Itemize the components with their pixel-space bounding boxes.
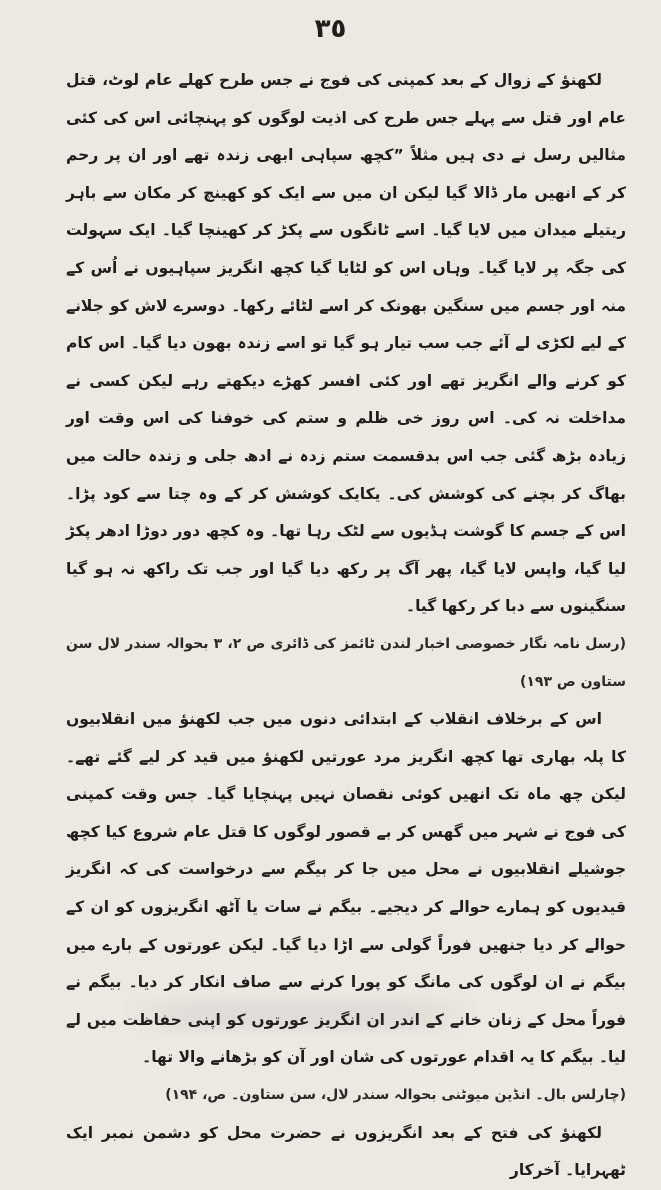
- show-through-shadow: [120, 1000, 480, 1030]
- page-number: ٣٥: [314, 14, 347, 44]
- footnote-2: (چارلس بال۔ انڈین میوٹنی بحوالہ سندر لال، سن ستاون۔ ص، ۱۹۴): [165, 1087, 626, 1104]
- paragraph-2: اس کے برخلاف انقلاب کے ابتدائی دنوں میں جب لکھنؤ میں انقلابیوں کا پلہ بھاری تھا کچھ انگریز مرد عورتیں لکھنؤ میں قید کر لیے گئے تھے۔ لیکن چھ ماہ تک انھیں کوئی نقصان نہیں پہنچایا گیا۔ جس وقت کمپنی کی فوج نے شہر میں گھس کر بے قصور لوگوں کا قتل عام شروع کیا کچھ جوشیلے انقلابیوں نے محل میں جا کر بیگم سے درخواست کی کہ انگریز قیدیوں کو ہمارے حوالے کر دیجیے۔ بیگم نے سات یا آٹھ انگریزوں کو ان کے حوالے کر دیا جنھیں فوراً گولی سے اڑا دیا گیا۔ لیکن عورتوں کے بارے میں بیگم نے ان لوگوں کی مانگ کو پورا کرنے سے صاف انکار کر دیا۔ بیگم نے فوراً محل کے زنان خانے کے اندر ان انگریز عورتوں کو اپنی حفاظت میں لے لیا۔ بیگم کا یہ اقدام عورتوں کی شان اور آن کو بڑھانے والا تھا۔: [66, 710, 626, 1067]
- paragraph-3: لکھنؤ کی فتح کے بعد انگریزوں نے حضرت محل کو دشمن نمبر ایک ٹھہرایا۔ آخرکار: [66, 1123, 626, 1180]
- paragraph-1: لکھنؤ کے زوال کے بعد کمپنی کی فوج نے جس طرح کھلے عام لوٹ، قتل عام اور قتل سے پہلے جس طرح کی اذیت لوگوں کو پہنچائی اس کی کئی مثالیں رسل نے دی ہیں مثلاً ”کچھ سپاہی ابھی زندہ تھے اور ان پر رحم کر کے انھیں مار ڈالا گیا لیکن ان میں سے ایک کو کھینچ کر مکان سے باہر ریتیلے میدان میں لایا گیا۔ اسے ٹانگوں سے پکڑ کر کھینچا گیا۔ ایک سہولت کی جگہ پر لایا گیا۔ وہاں اس کو لٹایا گیا کچھ انگریز سپاہیوں نے اُس کے منہ اور جسم میں سنگین بھونک کر اسے لٹائے رکھا۔ دوسرے لاش کو جلانے کے لیے لکڑی لے آئے جب سب تیار ہو گیا تو اسے زندہ بھون دیا گیا۔ اس کام کو کرنے والے انگریز تھے اور کئی افسر کھڑے دیکھتے رہے لیکن کسی نے مداخلت نہ کی۔ اس روز خی ظلم و ستم کی خوفنا کی اس وقت اور زیادہ بڑھ گئی جب اس بدقسمت ستم زدہ نے ادھ جلی و زندہ حالت میں بھاگ کر بچنے کی کوشش کی۔ یکایک کوشش کر کے وہ چتا سے کود پڑا۔ اس کے جسم کا گوشت ہڈیوں سے لٹک رہا تھا۔ وہ کچھ دور دوڑا ادھر پکڑ لیا گیا، واپس لایا گیا، پھر آگ پر رکھ دیا گیا اور جب تک راکھ نہ ہو گیا سنگینوں سے دبا کر رکھا گیا۔: [66, 71, 626, 616]
- footnote-1: (رسل نامہ نگار خصوصی اخبار لندن ٹائمز کی ڈائری ص ۲، ۳ بحوالہ سندر لال سن ستاون ص ۱۹۳): [66, 635, 626, 690]
